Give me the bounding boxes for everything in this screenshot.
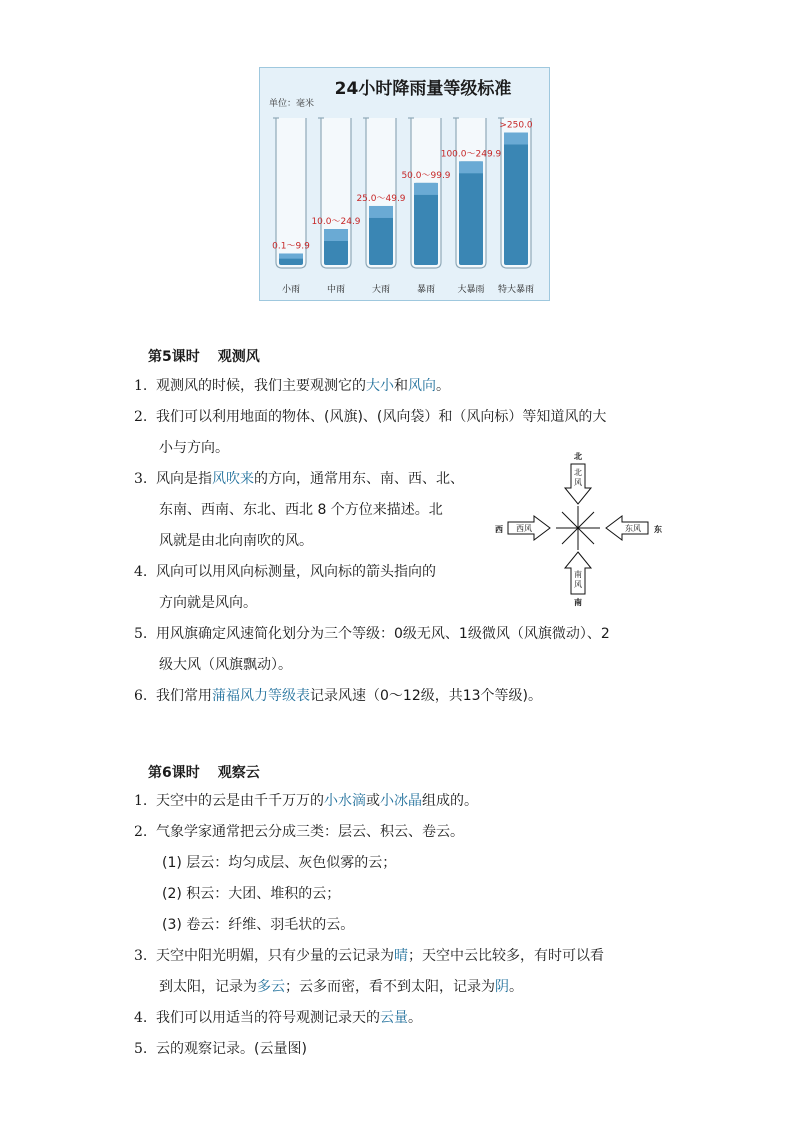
text-segment: 。 <box>436 378 450 394</box>
list-item-line <box>162 854 396 872</box>
list-item-number: 2. <box>134 824 148 840</box>
rainfall-category-label: 小雨 <box>281 285 301 295</box>
rainfall-bar <box>459 161 483 265</box>
text-segment: 我们可以利用地面的物体、(风旗)、(风向袋）和（风向标）等知道风的大 <box>156 409 607 425</box>
text-segment: 我们常用 <box>156 688 212 704</box>
text-segment: 小与方向。 <box>159 440 229 456</box>
highlighted-term: 蒲福风力等级表 <box>212 688 310 704</box>
list-item-number: 5. <box>134 626 148 642</box>
text-segment: 天空中的云是由千千万万的 <box>156 793 324 809</box>
rainfall-chart <box>259 67 550 301</box>
text-segment: 我们可以用适当的符号观测记录天的 <box>156 1010 380 1026</box>
section6-heading-num: 第6课时 <box>148 765 200 781</box>
highlighted-term: 风向 <box>408 378 436 394</box>
rainfall-bar-surface <box>504 133 528 145</box>
list-item-line <box>134 687 542 705</box>
rainfall-bar-surface <box>324 229 348 241</box>
highlighted-term: 多云 <box>257 979 285 995</box>
list-item-line <box>162 916 354 934</box>
text-segment: 天空中阳光明媚，只有少量的云记录为 <box>156 948 394 964</box>
highlighted-term: 风吹来 <box>212 471 254 487</box>
highlighted-term: 云量 <box>380 1010 408 1026</box>
south-label: 南 <box>574 598 582 607</box>
rainfall-bar-surface <box>279 253 303 258</box>
compass-star <box>556 506 600 550</box>
highlighted-term: 大小 <box>366 378 394 394</box>
list-item-line <box>159 532 313 550</box>
section5-heading <box>148 346 260 366</box>
section5-heading-num: 第5课时 <box>148 349 200 365</box>
text-segment: 云的观察记录。(云量图) <box>156 1041 307 1057</box>
list-item-line <box>159 978 523 996</box>
list-item-line <box>134 792 478 810</box>
highlighted-term: 晴 <box>394 948 408 964</box>
highlighted-term: 小冰晶 <box>380 793 422 809</box>
list-item-number: 4. <box>134 564 148 580</box>
list-item-line <box>159 501 443 519</box>
list-item-line <box>134 625 610 643</box>
rainfall-chart-svg <box>260 68 551 302</box>
text-segment: ；云多而密，看不到太阳，记录为 <box>285 979 495 995</box>
list-item-line <box>134 823 464 841</box>
text-segment: 组成的。 <box>422 793 478 809</box>
north-arrow-label: 北风 <box>574 468 582 487</box>
text-segment: 气象学家通常把云分成三类：层云、积云、卷云。 <box>156 824 464 840</box>
highlighted-term: 小水滴 <box>324 793 366 809</box>
text-segment: 或 <box>366 793 380 809</box>
text-segment: 级大风（风旗飘动）。 <box>159 657 292 673</box>
rainfall-bar-surface <box>414 183 438 195</box>
list-item-line <box>134 563 436 581</box>
highlighted-term: 阴 <box>495 979 509 995</box>
south-arrow-label: 南风 <box>574 570 582 589</box>
section6-heading <box>148 762 260 782</box>
section6-heading-title: 观察云 <box>217 765 260 781</box>
text-segment: (1) 层云：均匀成层、灰色似雾的云； <box>162 855 397 871</box>
west-arrow-label: 西风 <box>516 524 532 533</box>
text-segment: (3) 卷云：纤维、羽毛状的云。 <box>162 917 355 933</box>
text-segment: 。 <box>408 1010 422 1026</box>
rainfall-bar-surface <box>459 161 483 173</box>
list-item-line <box>159 439 229 457</box>
rainfall-range-label: 100.0～249.9 <box>440 149 502 160</box>
list-item-line <box>159 594 257 612</box>
list-item-number: 3. <box>134 948 148 964</box>
rainfall-range-label: 10.0～24.9 <box>311 217 361 227</box>
list-item-line <box>134 408 606 426</box>
rainfall-bar <box>414 183 438 265</box>
chart-title: 24小时降雨量等级标准 <box>334 79 512 99</box>
rainfall-category-label: 大暴雨 <box>457 285 485 295</box>
section5-heading-title: 观测风 <box>217 349 260 365</box>
text-segment: 的方向，通常用东、南、西、北、 <box>254 471 464 487</box>
text-segment: ；天空中云比较多，有时可以看 <box>408 948 604 964</box>
east-arrow-label: 东风 <box>625 524 641 533</box>
text-segment: 。 <box>509 979 523 995</box>
rainfall-bar-surface <box>369 206 393 218</box>
list-item-line <box>134 947 604 965</box>
list-item-line <box>134 470 464 488</box>
rainfall-range-label: 0.1～9.9 <box>272 241 310 252</box>
list-item-number: 2. <box>134 409 148 425</box>
rainfall-bar <box>504 133 528 265</box>
list-item-line <box>162 885 340 903</box>
chart-unit-label: 单位：毫米 <box>269 99 315 109</box>
east-label: 东 <box>654 525 662 534</box>
rainfall-range-label: 50.0～99.9 <box>401 170 451 181</box>
rainfall-category-label: 特大暴雨 <box>497 285 535 295</box>
text-segment: 风就是由北向南吹的风。 <box>159 533 313 549</box>
wind-direction-diagram <box>492 448 664 610</box>
list-item-number: 1. <box>134 793 148 809</box>
text-segment: 风向是指 <box>156 471 212 487</box>
list-item-line <box>134 1009 422 1027</box>
text-segment: 记录风速（0～12级，共13个等级)。 <box>310 688 542 704</box>
rainfall-range-label: >250.0 <box>499 120 533 131</box>
text-segment: 观测风的时候，我们主要观测它的 <box>156 378 366 394</box>
rainfall-category-label: 中雨 <box>326 285 346 295</box>
west-label: 西 <box>495 525 503 534</box>
rainfall-range-label: 25.0～49.9 <box>356 193 406 204</box>
text-segment: 东南、西南、东北、西北 8 个方位来描述。北 <box>159 502 443 518</box>
list-item-line <box>134 377 450 395</box>
list-item-line <box>134 1040 307 1058</box>
text-segment: (2) 积云：大团、堆积的云； <box>162 886 341 902</box>
rainfall-category-label: 暴雨 <box>416 285 436 295</box>
north-label: 北 <box>574 452 582 461</box>
list-item-number: 6. <box>134 688 148 704</box>
list-item-number: 3. <box>134 471 148 487</box>
list-item-number: 1. <box>134 378 148 394</box>
text-segment: 用风旗确定风速简化划分为三个等级：0级无风、1级微风（风旗微动）、2 <box>156 626 610 642</box>
list-item-number: 4. <box>134 1010 148 1026</box>
list-item-number: 5. <box>134 1041 148 1057</box>
text-segment: 到太阳，记录为 <box>159 979 257 995</box>
list-item-line <box>159 656 292 674</box>
text-segment: 风向可以用风向标测量，风向标的箭头指向的 <box>156 564 436 580</box>
text-segment: 方向就是风向。 <box>159 595 257 611</box>
rainfall-category-label: 大雨 <box>371 285 391 295</box>
text-segment: 和 <box>394 378 408 394</box>
